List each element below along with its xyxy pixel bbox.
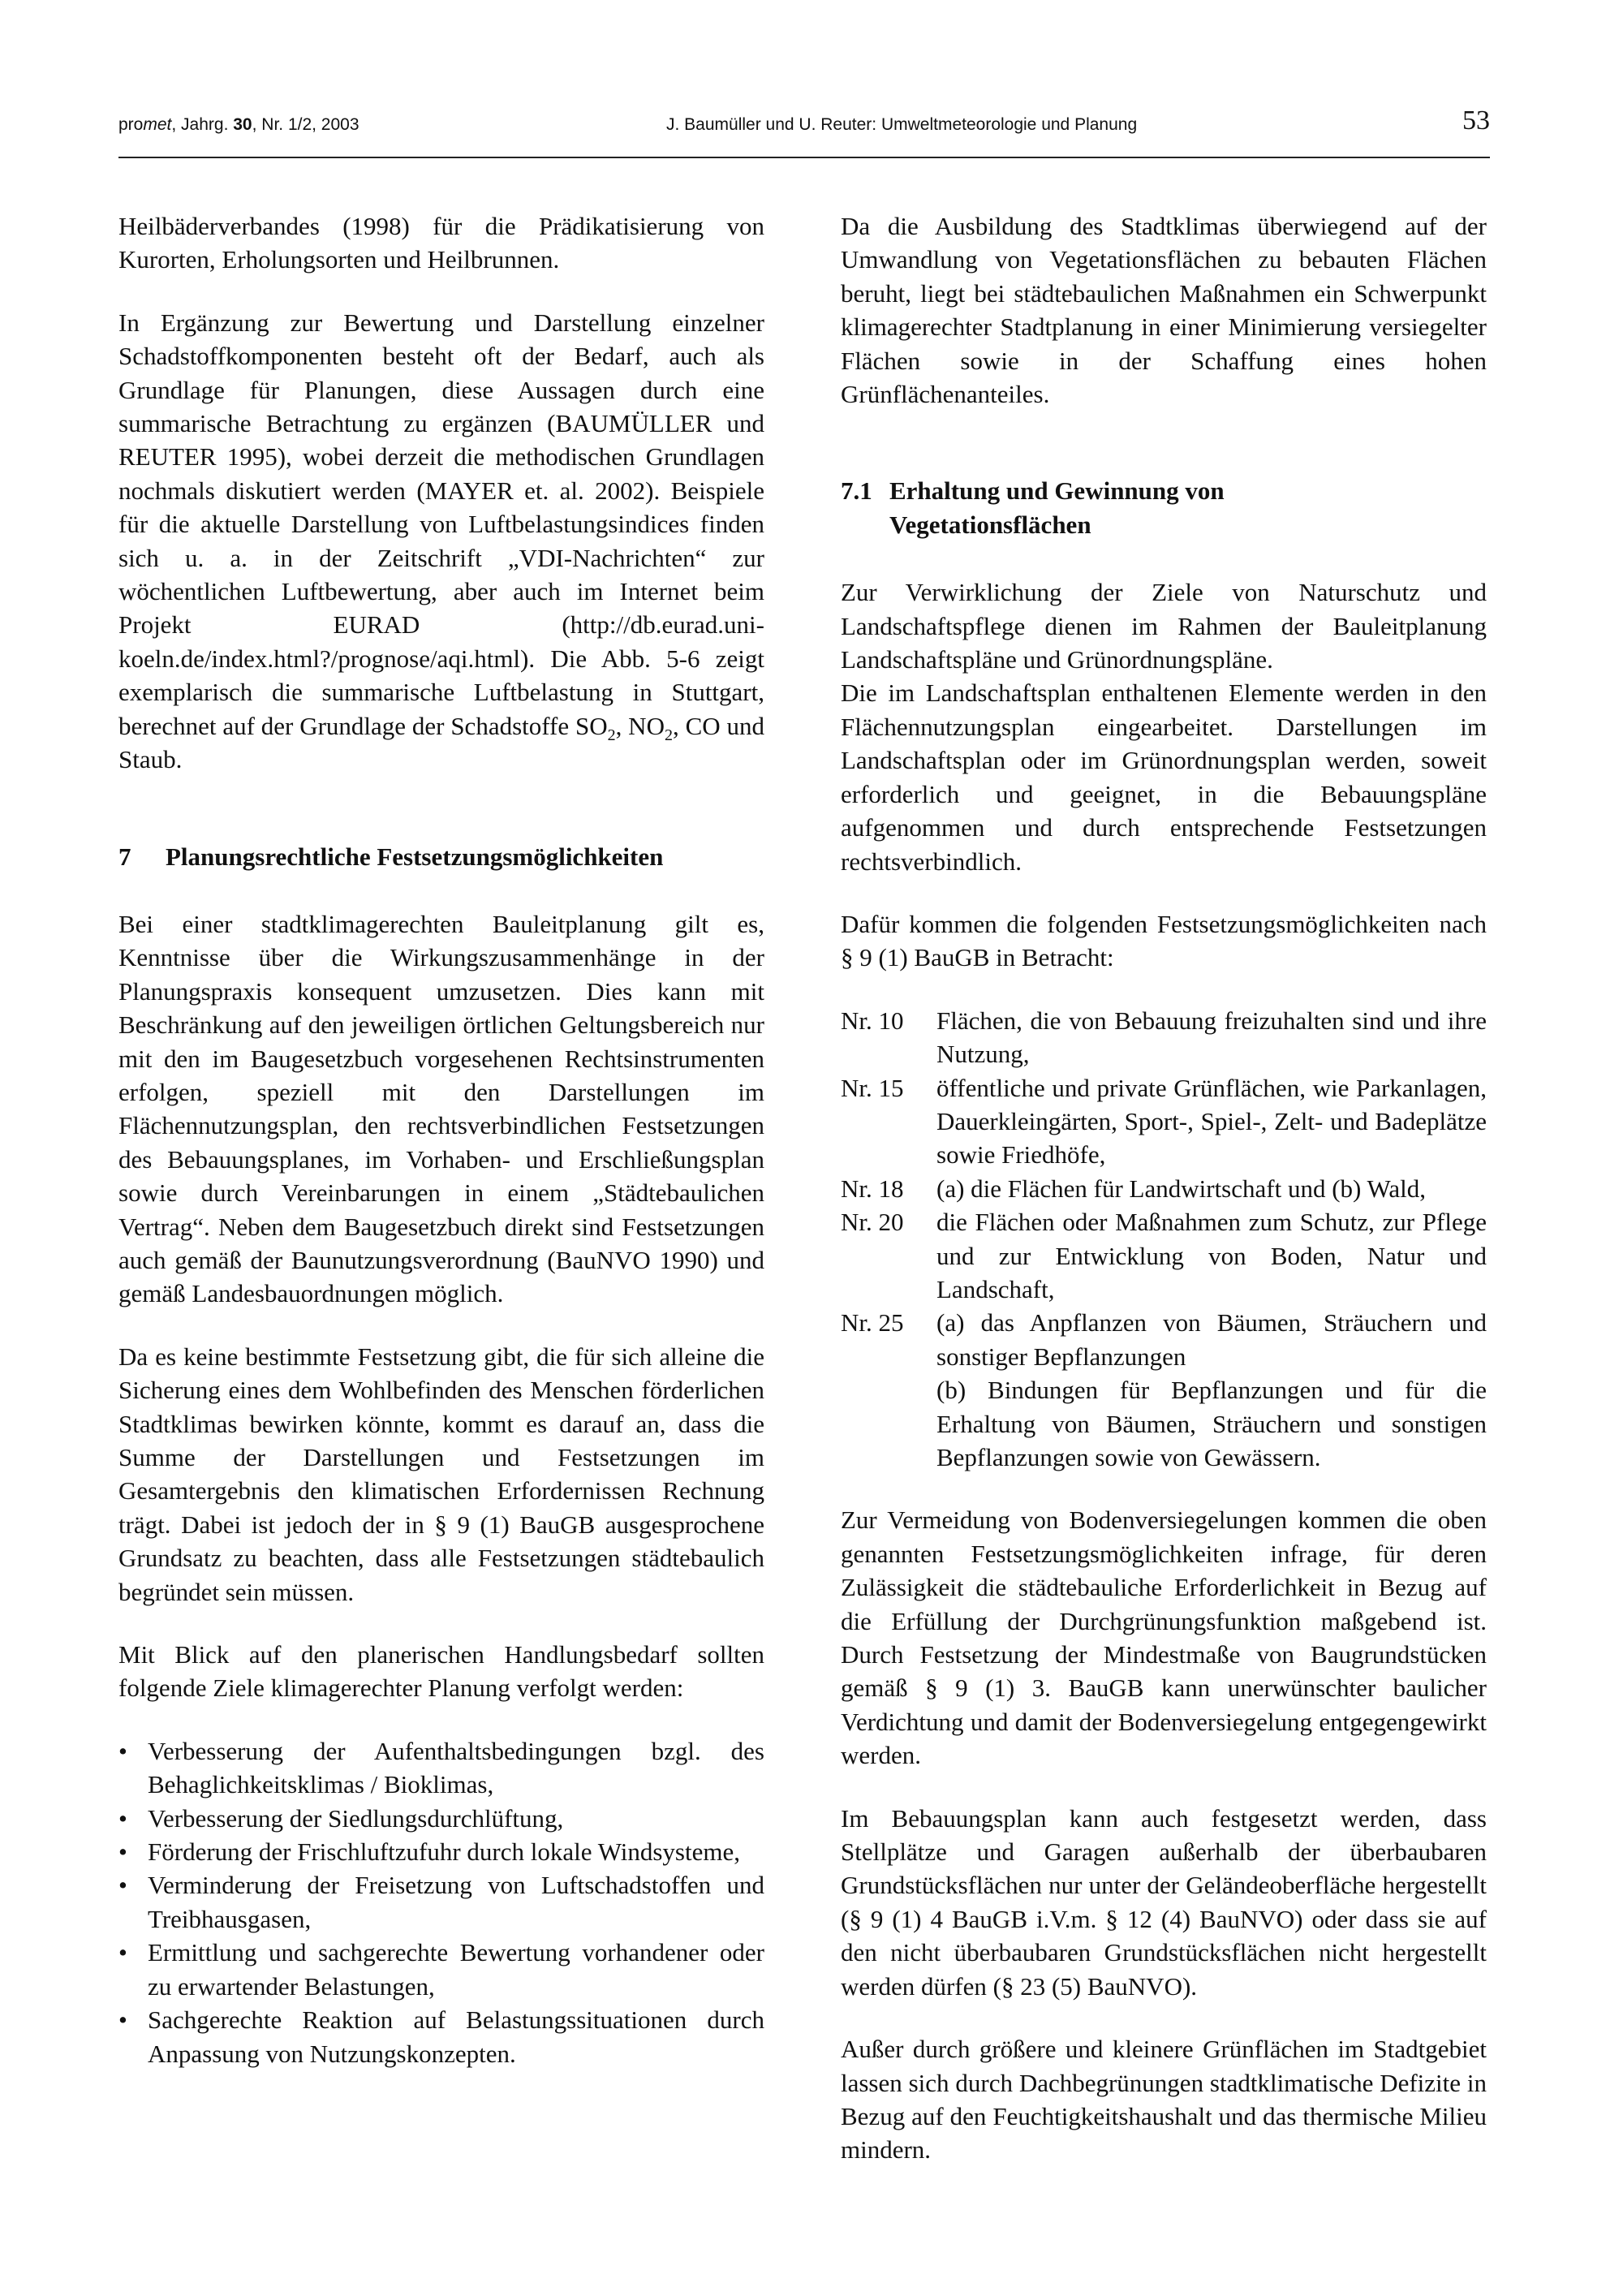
item-text: (a) die Flächen für Landwirtschaft und (b) Wald,	[936, 1174, 1426, 1203]
subsection-title-line1: Erhaltung und Gewinnung von	[889, 476, 1225, 506]
section-heading	[118, 840, 764, 873]
paragraph: Zur Verwirklichung der Ziele von Naturschutz und Landschaftspflege dienen im Rahmen der Bauleitplanung Landschaftspläne und Grünordnungspläne.	[841, 578, 1487, 674]
item-text: die Flächen oder Maßnahmen zum Schutz, zur Pflege und zur Entwicklung von Boden, Natur und Landschaft,	[936, 1208, 1487, 1303]
subsection-heading	[841, 474, 1487, 541]
section-title: Planungsrechtliche Festsetzungsmöglichkeiten	[166, 842, 664, 871]
journal-year-label: , Jahrg.	[171, 115, 234, 134]
running-title: J. Baumüller und U. Reuter: Umweltmeteorologie und Planung	[666, 115, 1138, 134]
goals-list	[118, 1734, 764, 2070]
paragraph: Da es keine bestimmte Festsetzung gibt, die für sich alleine die Sicherung eines dem Wohlbefinden des Menschen förderlichen Stadtklimas bewirken könnte, kommt es darauf an, dass die Summe der Darstellungen und Festsetzungen im Gesamtergebnis den klimatischen Erfordernissen Rechnung trägt. Dabei ist jedoch der in § 9 (1) BauGB ausgesprochene Grundsatz zu beachten, dass alle Festsetzungen städtebaulich begründet sein müssen.	[118, 1342, 764, 1606]
item-label: Nr. 10	[841, 1006, 904, 1035]
paragraph: In Ergänzung zur Bewertung und Darstellung einzelner Schadstoffkomponenten besteht oft der Bedarf, auch als Grundlage für Planungen, diese Aussagen durch eine summarische Betrachtung zu ergänzen (BAUMÜLLER und REUTER 1995), wobei derzeit die methodischen Grundlagen nochmals diskutiert werden (MAYER et. al. 2002). Beispiele für die aktuelle Darstellung von Luftbelastungsindices finden sich u. a. in der Zeitschrift „VDI-Nachrichten“ zur wöchentlichen Luftbewertung, aber auch im Internet beim Projekt EURAD (http://db.eurad.uni-koeln.de/index.html?/prognose/aqi.html). Die Abb. 5-6 zeigt exemplarisch die summarische Luftbelastung in Stuttgart, berechnet auf der Grundlage der Schadstoffe $SO_2$, $NO_2$, CO und Staub.	[118, 308, 764, 774]
list-item: • Verbesserung der Aufenthaltsbedingungen bzgl. des Behaglichkeitsklimas / Bioklimas,	[118, 1734, 764, 1802]
header-rule	[118, 157, 1490, 158]
item-label: Nr. 15	[841, 1073, 904, 1102]
subsection-number: 7.1	[841, 476, 872, 506]
section-number: 7	[118, 842, 131, 871]
list-item: • Förderung der Frischluftzufuhr durch lokale Windsysteme,	[118, 1835, 764, 1868]
journal-issue: , Nr. 1/2, 2003	[252, 115, 359, 134]
list-item	[841, 1004, 1487, 1071]
paragraph: Bei einer stadtklimagerechten Bauleitplanung gilt es, Kenntnisse über die Wirkungszusammenhänge in der Planungspraxis konsequent umzusetzen. Dies kann mit Beschränkung auf den jeweiligen örtlichen Geltungsbereich nur mit den im Baugesetzbuch vorgesehenen Rechtsinstrumenten erfolgen, speziell mit den Darstellungen im Flächennutzungsplan, den rechtsverbindlichen Festsetzungen des Bebauungsplanes, im Vorhaben- und Erschließungsplan sowie durch Vereinbarungen in einem „Städtebaulichen Vertrag“. Neben dem Baugesetzbuch direkt sind Festsetzungen auch gemäß der Baunutzungsverordnung (BauNVO 1990) und gemäß Landesbauordnungen möglich.	[118, 909, 764, 1308]
right-column	[841, 209, 1487, 2167]
running-header	[118, 106, 1490, 151]
left-column	[118, 209, 764, 2070]
page-number: 53	[1462, 106, 1490, 136]
item-label: Nr. 25	[841, 1308, 904, 1338]
item-text-b: (b) Bindungen für Bepflanzungen und für die Erhaltung von Bäumen, Sträuchern und sonstigen Bepflanzungen sowie von Gewässern.	[936, 1376, 1487, 1471]
journal-name-prefix: pro	[118, 115, 144, 134]
provisions-list	[841, 1004, 1487, 1475]
list-item: • Verbesserung der Siedlungsdurchlüftung,	[118, 1802, 764, 1835]
list-item	[841, 1306, 1487, 1474]
paragraph: Dafür kommen die folgenden Festsetzungsmöglichkeiten nach § 9 (1) BauGB in Betracht:	[841, 909, 1487, 972]
list-item: • Sachgerechte Reaktion auf Belastungssituationen durch Anpassung von Nutzungskonzepten.	[118, 2003, 764, 2070]
subsection-title-line2: Vegetationsflächen	[889, 510, 1091, 539]
item-text: Flächen, die von Bebauung freizuhalten sind und ihre Nutzung,	[936, 1006, 1487, 1069]
list-item	[841, 1172, 1487, 1205]
item-text-a: (a) das Anpflanzen von Bäumen, Sträuchern und sonstiger Bepflanzungen	[936, 1308, 1487, 1371]
journal-name-em: met	[143, 115, 172, 134]
list-item: • Ermittlung und sachgerechte Bewertung vorhandener oder zu erwartender Belastungen,	[118, 1936, 764, 2003]
paragraph: Da die Ausbildung des Stadtklimas überwiegend auf der Umwandlung von Vegetationsflächen zu bebauten Flächen beruht, liegt bei städtebaulichen Maßnahmen ein Schwerpunkt klimagerechter Stadtplanung in einer Minimierung versiegelter Flächen sowie in der Schaffung eines hohen Grünflächenanteiles.	[841, 212, 1487, 409]
paragraph: Mit Blick auf den planerischen Handlungsbedarf sollten folgende Ziele klimagerechter Planung verfolgt werden:	[118, 1640, 764, 1703]
list-item	[841, 1071, 1487, 1172]
journal-citation	[118, 115, 359, 135]
paragraph: Die im Landschaftsplan enthaltenen Elemente werden in den Flächennutzungsplan eingearbeitet. Darstellungen im Landschaftsplan oder im Grünordnungsplan werden, soweit erforderlich und geeignet, in die Bebauungspläne aufgenommen und durch entsprechende Festsetzungen rechtsverbindlich.	[841, 678, 1487, 876]
item-label: Nr. 18	[841, 1174, 904, 1203]
paragraph: Heilbäderverbandes (1998) für die Prädikatisierung von Kurorten, Erholungsorten und Heilbrunnen.	[118, 212, 764, 274]
list-item: • Verminderung der Freisetzung von Luftschadstoffen und Treibhausgasen,	[118, 1868, 764, 1936]
paragraph: Zur Vermeidung von Bodenversiegelungen kommen die oben genannten Festsetzungsmöglichkeiten infrage, für deren Zulässigkeit die städtebauliche Erforderlichkeit in Bezug auf die Erfüllung der Durchgrünungsfunktion maßgebend ist. Durch Festsetzung der Mindestmaße von Baugrundstücken gemäß § 9 (1) 3. BauGB kann unerwünschter baulicher Verdichtung und damit der Bodenversiegelung entgegengewirkt werden.	[841, 1506, 1487, 1770]
item-text: öffentliche und private Grünflächen, wie Parkanlagen, Dauerkleingärten, Sport-, Spiel-, Zelt- und Badeplätze sowie Friedhöfe,	[936, 1073, 1487, 1170]
item-label: Nr. 20	[841, 1208, 904, 1237]
item-text	[936, 1306, 1487, 1474]
list-item	[841, 1205, 1487, 1306]
paragraph: Außer durch größere und kleinere Grünflächen im Stadtgebiet lassen sich durch Dachbegrünungen stadtklimatische Defizite in Bezug auf den Feuchtigkeitshaushalt und das thermische Milieu mindern.	[841, 2035, 1487, 2165]
journal-volume: 30	[233, 115, 252, 134]
paragraph: Im Bebauungsplan kann auch festgesetzt werden, dass Stellplätze und Garagen außerhalb der überbaubaren Grundstücksflächen nur unter der Geländeoberfläche hergestellt (§ 9 (1) 4 BauGB i.V.m. § 12 (4) BauNVO) oder dass sie auf den nicht überbaubaren Grundstücksflächen nicht hergestellt werden dürfen (§ 23 (5) BauNVO).	[841, 1803, 1487, 2001]
